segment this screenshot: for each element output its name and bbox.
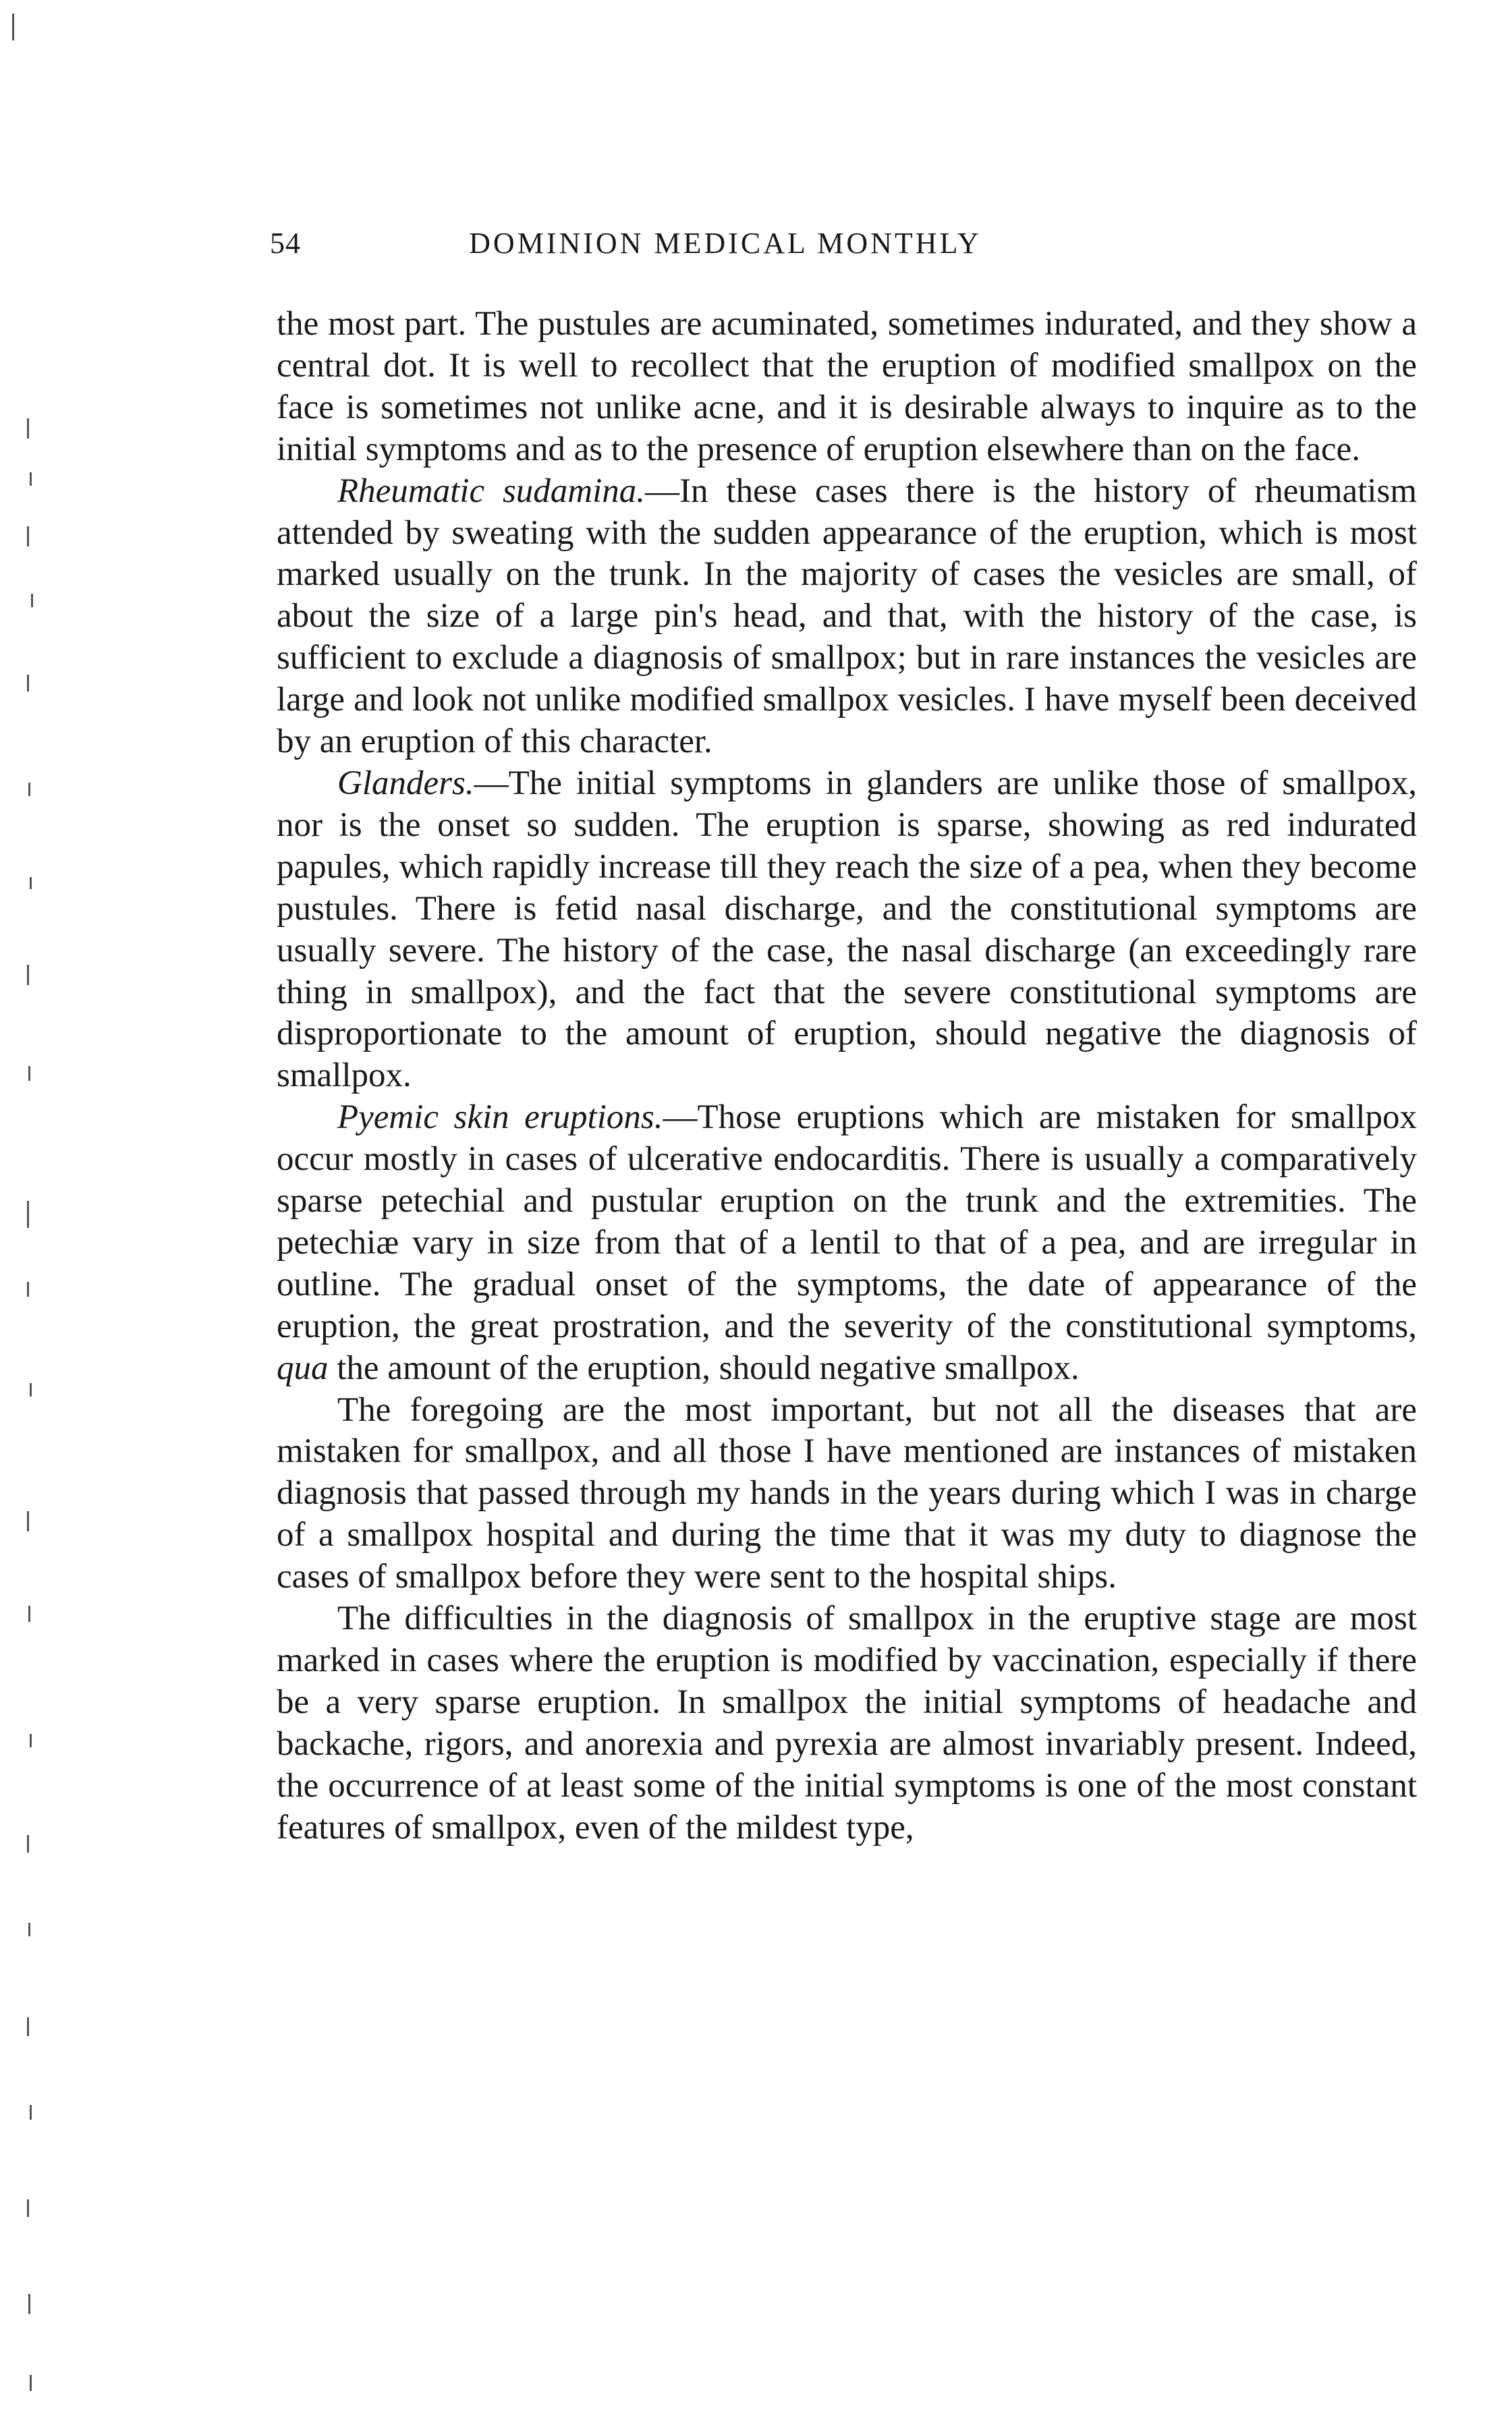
margin-speck: [27, 2017, 29, 2036]
margin-speck: [27, 1511, 29, 1531]
margin-speck: [27, 1835, 29, 1853]
body-text: [277, 304, 1417, 1849]
page-number: 54: [270, 227, 301, 260]
margin-speck: [28, 783, 30, 796]
term-glanders: Glanders.: [337, 764, 474, 802]
page-header: [270, 226, 1181, 273]
margin-speck: [30, 472, 32, 486]
paragraph-rheumatic-sudamina-text: —In these cases there is the history of rheumatism attended by sweating with the sudden appearance of the eruption, which is most marked usually on the trunk. In the majority of cases the vesicles are small, of about the size of a large pin's head, and that, with the history of the case, is sufficient to exclude a diagnosis of smallpox; but in rare instances the vesicles are large and look not unlike modified smallpox vesicles. I have myself been deceived by an eruption of this character.: [277, 472, 1417, 761]
paragraph-1: [277, 304, 1417, 471]
paragraph-pyemic-skin-eruptions: [277, 1097, 1417, 1389]
margin-speck: [30, 2375, 32, 2391]
paragraph-1-text: the most part. The pustules are acuminated, sometimes indurated, and they show a central dot. It is well to recollect that the eruption of modified smallpox on the face is sometimes not unlike acne, and it is desirable always to inquire as to the initial symptoms and as to the presence of eruption elsewhere than on the face.: [277, 305, 1417, 468]
paragraph-foregoing-text: The foregoing are the most important, but not all the diseases that are mistaken for smallpox, and all those I have mentioned are instances of mistaken diagnosis that passed through my hands in the years during which I was in charge of a smallpox hospital and during the time that it was my duty to diagnose the cases of smallpox before they were sent to the hospital ships.: [277, 1390, 1417, 1596]
margin-speck: [28, 1606, 30, 1622]
paragraph-pyemic-text: —Those eruptions which are mistaken for smallpox occur mostly in cases of ulcerative endocarditis. There is usually a comparatively sparse petechial and pustular eruption on the trunk and the extremities. The petechiæ vary in size from that of a lentil to that of a pea, and are irregular in outline. The gradual onset of the symptoms, the date of appearance of the eruption, the great prostration, and the severity of the constitutional symptoms,: [277, 1098, 1417, 1345]
margin-specks: [0, 0, 40, 2420]
paragraph-glanders: [277, 763, 1417, 1097]
paragraph-glanders-text: —The initial symptoms in glanders are unlike those of smallpox, nor is the onset so sudden. The eruption is sparse, showing as red indurated papules, which rapidly increase till they reach the size of a pea, when they become pustules. There is fetid nasal discharge, and the constitutional symptoms are usually severe. The history of the case, the nasal discharge (an exceedingly rare thing in smallpox), and the fact that the severe constitutional symptoms are disproportionate to the amount of eruption, should negative the diagnosis of smallpox.: [277, 764, 1417, 1095]
margin-speck: [27, 1201, 29, 1228]
running-head: DOMINION MEDICAL MONTHLY: [469, 227, 982, 260]
margin-speck: [27, 1282, 29, 1297]
paragraph-pyemic-text-after: the amount of the eruption, should negative smallpox.: [337, 1349, 1080, 1387]
term-pyemic-skin-eruptions: Pyemic skin eruptions.: [337, 1098, 663, 1137]
italic-word-qua: qua: [277, 1349, 329, 1387]
margin-speck: [12, 13, 14, 40]
paragraph-foregoing: [277, 1390, 1417, 1599]
margin-speck: [30, 1383, 32, 1397]
margin-speck: [31, 594, 33, 607]
paragraph-rheumatic-sudamina: [277, 471, 1417, 763]
margin-speck: [27, 2199, 29, 2217]
margin-speck: [28, 1066, 30, 1081]
term-rheumatic-sudamina: Rheumatic sudamina.: [337, 472, 646, 510]
margin-speck: [30, 877, 32, 889]
margin-speck: [27, 965, 29, 985]
paragraph-difficulties: [277, 1598, 1417, 1849]
margin-speck: [28, 2294, 30, 2314]
margin-speck: [30, 2105, 32, 2120]
margin-speck: [27, 675, 29, 692]
margin-speck: [28, 1923, 30, 1936]
margin-speck: [27, 526, 29, 546]
paragraph-difficulties-text: The difficulties in the diagnosis of smallpox in the eruptive stage are most marked in cases where the eruption is modified by vaccination, especially if there be a very sparse eruption. In smallpox the initial symptoms of headache and backache, rigors, and anorexia and pyrexia are almost invariably present. Indeed, the occurrence of at least some of the initial symptoms is one of the most constant features of smallpox, even of the mildest type,: [277, 1600, 1417, 1847]
margin-speck: [27, 418, 29, 439]
margin-speck: [30, 1734, 32, 1747]
